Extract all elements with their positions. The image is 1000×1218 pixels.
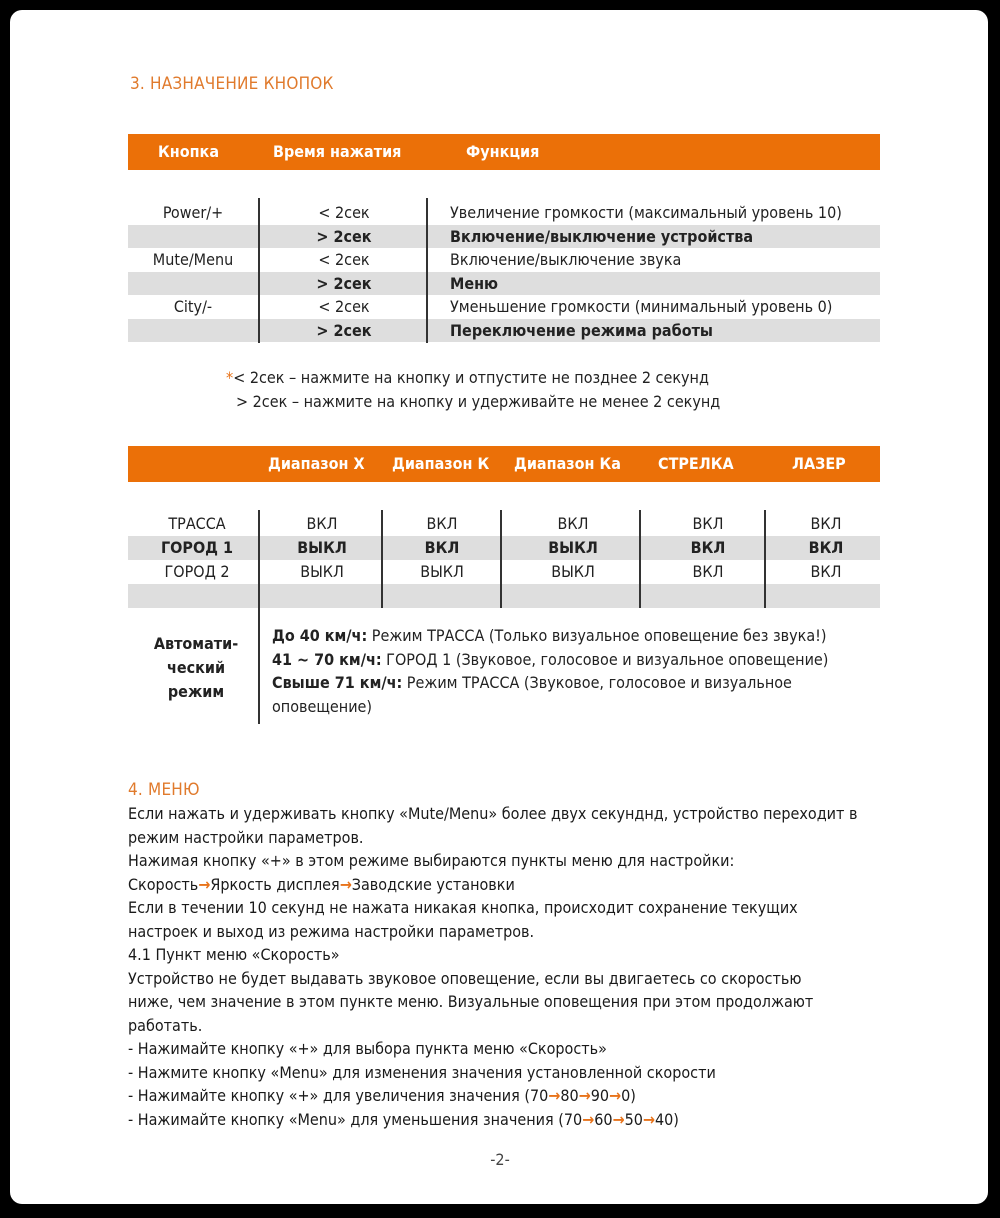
table-row <box>128 295 880 319</box>
function-text: Переключение режима работы <box>450 320 713 340</box>
table-row <box>128 319 880 343</box>
header-range-k: Диапазон К <box>392 454 490 473</box>
paragraph-line: Устройство не будет выдавать звуковое оповещение, если вы двигаетесь со скоростью <box>128 968 802 988</box>
section-3-title: 3. НАЗНАЧЕНИЕ КНОПОК <box>130 74 334 94</box>
mode-value: ВЫКЛ <box>551 562 595 581</box>
page-number: -2- <box>490 1150 510 1169</box>
arrow-right-icon: → <box>582 1109 595 1129</box>
header-range-x: Диапазон X <box>268 454 365 473</box>
value: 80 <box>560 1086 579 1105</box>
paragraph-line: настроек и выход из режима настройки параметров. <box>128 921 535 941</box>
paragraph-line: ниже, чем значение в этом пункте меню. Визуальные оповещения при этом продолжают <box>128 992 814 1011</box>
speed-range: 41 ~ 70 км/ч: <box>272 649 382 669</box>
arrow-right-icon: → <box>198 874 211 894</box>
section-4-title: 4. МЕНЮ <box>128 780 200 800</box>
column-divider <box>764 510 766 608</box>
value: 0 <box>621 1086 631 1105</box>
arrow-right-icon: → <box>339 874 352 894</box>
arrow-right-icon: → <box>578 1086 591 1105</box>
speed-rule <box>272 648 828 672</box>
rule-text: ГОРОД 1 (Звуковое, голосовое и визуальное оповещение) <box>381 649 829 669</box>
table-row <box>128 225 880 249</box>
paragraph-line: Нажимая кнопку «+» в этом режиме выбираются пункты меню для настройки: <box>128 851 735 870</box>
column-divider <box>500 510 502 608</box>
mode-value: ВКЛ <box>426 514 458 533</box>
press-time: > 2сек <box>316 273 372 293</box>
list-item-increase <box>128 1084 918 1108</box>
press-time: < 2сек <box>318 250 370 269</box>
line-prefix: - Нажимайте кнопку «Menu» для уменьшения значения ( <box>128 1109 564 1129</box>
asterisk-mark: * <box>226 368 234 387</box>
mode-value: ВЫКЛ <box>548 538 598 557</box>
line-prefix: - Нажимайте кнопку «+» для увеличения значения ( <box>128 1086 530 1105</box>
speed-range: Свыше 71 км/ч: <box>272 673 403 692</box>
auto-mode-label <box>146 632 246 704</box>
table-row <box>128 272 880 296</box>
arrow-right-icon: → <box>548 1086 561 1105</box>
rule-text: Режим ТРАССА (Только визуальное оповещение без звука!) <box>367 626 827 645</box>
document-page <box>10 10 988 1204</box>
column-divider <box>639 510 641 608</box>
modes-table-header <box>128 446 880 482</box>
header-button: Кнопка <box>158 142 220 161</box>
function-text: Уменьшение громкости (минимальный уровень 0) <box>450 297 833 316</box>
column-divider <box>258 198 260 343</box>
mode-name: ТРАССА <box>168 514 226 533</box>
arrow-right-icon: → <box>612 1109 625 1129</box>
value: 90 <box>590 1086 610 1105</box>
header-function: Функция <box>466 142 540 161</box>
function-text: Включение/выключение звука <box>450 250 682 269</box>
button-name: Mute/Menu <box>152 250 234 269</box>
button-name: City/- <box>173 297 213 316</box>
header-strelka: СТРЕЛКА <box>658 454 734 473</box>
header-laser: ЛАЗЕР <box>792 454 846 473</box>
mode-name: ГОРОД 2 <box>164 562 230 581</box>
table-row <box>128 201 880 225</box>
press-time: > 2сек <box>316 320 372 340</box>
speed-rule <box>272 671 828 695</box>
short-press-text: < 2сек – нажмите на кнопку и отпустите не позднее 2 секунд <box>233 368 709 387</box>
value: 50 <box>624 1109 643 1129</box>
press-time: > 2сек <box>316 226 372 246</box>
value: 60 <box>594 1109 613 1129</box>
mode-value: ВКЛ <box>690 538 726 557</box>
label-line: Автомати- <box>153 634 239 653</box>
buttons-table-header <box>128 134 880 170</box>
label-line: ческий <box>166 658 226 677</box>
line-suffix: ) <box>673 1109 679 1129</box>
paragraph-line: Если нажать и удерживать кнопку «Mute/Menu» более двух секунднд, устройство переходит в <box>128 804 858 823</box>
mode-value: ВКЛ <box>424 538 460 557</box>
speed-rule <box>272 624 828 648</box>
menu-chain <box>128 873 918 897</box>
press-time: < 2сек <box>318 297 370 316</box>
header-press-time: Время нажатия <box>273 142 402 161</box>
speed-range: До 40 км/ч: <box>272 626 368 645</box>
section-4-body <box>128 802 918 1131</box>
arrow-right-icon: → <box>642 1109 655 1129</box>
column-divider <box>258 510 260 724</box>
mode-value: ВКЛ <box>692 514 724 533</box>
list-item-decrease <box>128 1108 918 1132</box>
column-divider <box>426 198 428 343</box>
auto-mode-description <box>272 624 828 718</box>
line-suffix: ) <box>630 1086 636 1105</box>
function-text: Увеличение громкости (максимальный уровень 10) <box>450 203 842 222</box>
short-press-note <box>226 368 709 387</box>
table-row <box>128 536 880 560</box>
press-time: < 2сек <box>318 203 370 222</box>
mode-value: ВЫКЛ <box>300 562 344 581</box>
value: 70 <box>529 1086 549 1105</box>
menu-item-brightness: Яркость дисплея <box>210 874 340 894</box>
paragraph-line: Если в течении 10 секунд не нажата никакая кнопка, происходит сохранение текущих <box>128 898 798 917</box>
function-text: Включение/выключение устройства <box>450 226 754 246</box>
mode-value: ВКЛ <box>810 514 842 533</box>
mode-name: ГОРОД 1 <box>160 538 234 557</box>
menu-item-factory-reset: Заводские установки <box>351 874 515 894</box>
mode-value: ВКЛ <box>306 514 338 533</box>
paragraph-line: работать. <box>128 1015 203 1035</box>
header-range-ka: Диапазон Ка <box>514 454 621 473</box>
list-item: - Нажмите кнопку «Menu» для изменения значения установленной скорости <box>128 1062 716 1082</box>
mode-value: ВКЛ <box>557 514 589 533</box>
label-line: режим <box>167 682 225 701</box>
table-row <box>128 512 880 536</box>
long-press-note: > 2сек – нажмите на кнопку и удерживайте не менее 2 секунд <box>236 392 721 411</box>
menu-item-speed: Скорость <box>128 874 199 894</box>
list-item: - Нажимайте кнопку «+» для выбора пункта меню «Скорость» <box>128 1039 607 1058</box>
mode-value: ВКЛ <box>810 562 842 581</box>
speed-rule-continued: оповещение) <box>272 696 373 716</box>
table-row <box>128 248 880 272</box>
button-name: Power/+ <box>162 203 224 222</box>
mode-value: ВЫКЛ <box>297 538 347 557</box>
rule-text: Режим ТРАССА (Звуковое, голосовое и визуальное <box>402 673 792 692</box>
paragraph-line: режим настройки параметров. <box>128 827 364 847</box>
arrow-right-icon: → <box>609 1086 622 1105</box>
table-row <box>128 560 880 584</box>
subsection-title: 4.1 Пункт меню «Скорость» <box>128 945 340 964</box>
mode-value: ВКЛ <box>808 538 844 557</box>
value: 70 <box>563 1109 583 1129</box>
mode-value: ВЫКЛ <box>420 562 464 581</box>
value: 40 <box>654 1109 674 1129</box>
table-row-empty <box>128 584 880 608</box>
mode-value: ВКЛ <box>692 562 724 581</box>
column-divider <box>381 510 383 608</box>
function-text: Меню <box>450 273 499 293</box>
